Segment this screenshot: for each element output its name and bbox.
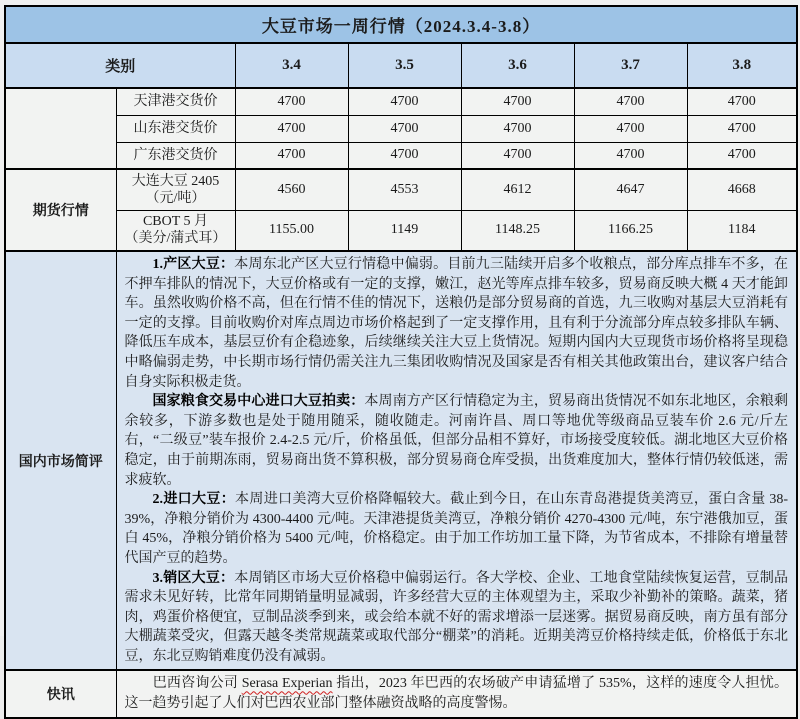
value-cell: 4700 (461, 115, 574, 142)
paragraph-lead: 3.销区大豆： (152, 570, 235, 586)
value-cell: 4700 (348, 115, 461, 142)
category-header: 类别 (5, 43, 235, 88)
contract-name: 大连大豆 2405 (131, 173, 220, 189)
paragraph-lead: 1.产区大豆： (152, 257, 235, 272)
news-text: 巴西咨询公司 (152, 676, 242, 692)
value-cell: 4700 (348, 142, 461, 169)
paragraph-lead: 2.进口大豆： (152, 492, 236, 508)
paragraph-text: 本周进口美湾大豆价格降幅较大。截止到今日，在山东青岛港提货美湾豆，蛋白含量 38-39%，净粮分销价为 4300-4400 元/吨。天津港提货美湾豆，净粮分销价 4270-4300 元/吨，东宁港俄加豆，蛋白 45%，净粮分销价格为 5400 元/吨，价格稳定。由于加工作坊加工量下降，为节省成本，不排除有增量替代国产豆的趋势。 (124, 492, 789, 566)
spot-group-label-cell (5, 88, 116, 169)
value-cell: 4700 (235, 115, 348, 142)
contract-name: CBOT 5 月 (142, 214, 209, 230)
value-cell: 4647 (574, 169, 687, 210)
commentary-paragraph (125, 255, 789, 392)
row-label: 山东港交货价 (116, 115, 235, 142)
value-cell: 1184 (687, 210, 797, 251)
contract-unit: （美分/蒲式耳） (124, 231, 227, 247)
paragraph-text: 本周销区市场大豆价格稳中偏弱运行。各大学校、企业、工地食堂陆续恢复运营，豆制品需求未见好转，比常年同期销量明显减弱，许多经营大豆的主体观望为主，采取少补勤补的策略。蔬菜，猪肉，鸡蛋价格便宜，豆制品淡季到来，或会给本就不好的需求增添一层迷雾。据贸易商反映，南方虽有部分大棚蔬菜受灾，但露天越冬类常规蔬菜或取代部分“棚菜”的消耗。近期美湾豆价格持续走低，价格低于东北豆，东北豆购销难度仍没有减弱。 (124, 570, 789, 664)
value-cell: 4700 (574, 88, 687, 115)
value-cell: 4612 (461, 169, 574, 210)
commentary-label: 国内市场简评 (5, 251, 116, 670)
table-row (5, 169, 797, 210)
date-header: 3.8 (687, 43, 797, 88)
news-label: 快讯 (5, 670, 116, 717)
value-cell: 4700 (348, 88, 461, 115)
value-cell: 4553 (348, 169, 461, 210)
news-body (116, 670, 797, 717)
table-row (5, 142, 797, 169)
value-cell: 4700 (574, 115, 687, 142)
value-cell: 4700 (235, 88, 348, 115)
commentary-paragraph (125, 490, 789, 568)
commentary-paragraph (125, 392, 789, 490)
table-row (5, 88, 797, 115)
value-cell: 4668 (687, 169, 797, 210)
date-header: 3.7 (574, 43, 687, 88)
paragraph-lead: 国家粮食交易中心进口大豆拍卖： (152, 394, 365, 410)
paragraph-text: 本周南方产区行情稳定为主，贸易商出货情况不如东北地区，余粮剩余较多，下游多数也是处于随用随采，随收随走。河南许昌、周口等地优等级商品豆装车价 2.6 元/斤左右，“二级豆”装车报价 2.4-2.5 元/斤，价格虽低，但部分品相不算好，市场接受度较低。湖北地区大豆价格稳定，由于前期冻雨，贸易商出货不算积极，部分贸易商仓库受损，出货难度加大，整体行情仍较低迷，需求疲软。 (124, 394, 789, 488)
news-text: 指出，2023 年巴西的农场破产申请猛增了 535%，这样的速度令人担忧。这一趋势引起了人们对巴西农业部门整体融资战略的高度警惕。 (124, 676, 789, 712)
value-cell: 4560 (235, 169, 348, 210)
value-cell: 4700 (574, 142, 687, 169)
table-row (5, 670, 797, 717)
value-cell: 4700 (687, 115, 797, 142)
value-cell: 1149 (348, 210, 461, 251)
contract-unit: （元/吨） (145, 190, 206, 206)
commentary-paragraph (125, 569, 789, 667)
table-row (5, 251, 797, 670)
date-header: 3.4 (235, 43, 348, 88)
row-label (116, 169, 235, 210)
date-header: 3.5 (348, 43, 461, 88)
value-cell: 4700 (687, 142, 797, 169)
value-cell: 4700 (235, 142, 348, 169)
value-cell: 4700 (687, 88, 797, 115)
date-header: 3.6 (461, 43, 574, 88)
value-cell: 4700 (461, 142, 574, 169)
spellchecked-company-name: Serasa Experian (241, 676, 333, 692)
paragraph-text: 本周东北产区大豆行情稳中偏弱。目前九三陆续开启多个收粮点，部分库点排车不多，在不押车排队的情况下，大豆价格或有一定的支撑，嫩江，赵光等库点排车较多，贸易商反映大概 4 天才能卸车。虽然收购价格不高，但在行情不佳的情况下，送粮仍是部分贸易商的首选，九三收购对基层大豆消耗有一定的支撑。目前收购价对库点周边市场价格起到了一定支撑作用，且有利于分流部分库点较多排队车辆、降低压车成本，基层豆价有企稳迹象，后续继续关注大豆上货情况。短期内国内大豆现货市场价格将呈现稳中略偏弱走势，中长期市场行情仍需关注九三集团收购情况及国家是否有相关其他政策出台，建议客户结合自身实际积极走货。 (124, 257, 789, 390)
row-label (116, 210, 235, 251)
futures-group-label: 期货行情 (5, 169, 116, 251)
row-label: 天津港交货价 (116, 88, 235, 115)
table-title: 大豆市场一周行情（2024.3.4-3.8） (5, 6, 797, 43)
value-cell: 1148.25 (461, 210, 574, 251)
table-row (5, 115, 797, 142)
value-cell: 1166.25 (574, 210, 687, 251)
value-cell: 4700 (461, 88, 574, 115)
table-row (5, 210, 797, 251)
commentary-body (116, 251, 797, 670)
soybean-weekly-table (4, 5, 798, 719)
row-label: 广东港交货价 (116, 142, 235, 169)
value-cell: 1155.00 (235, 210, 348, 251)
